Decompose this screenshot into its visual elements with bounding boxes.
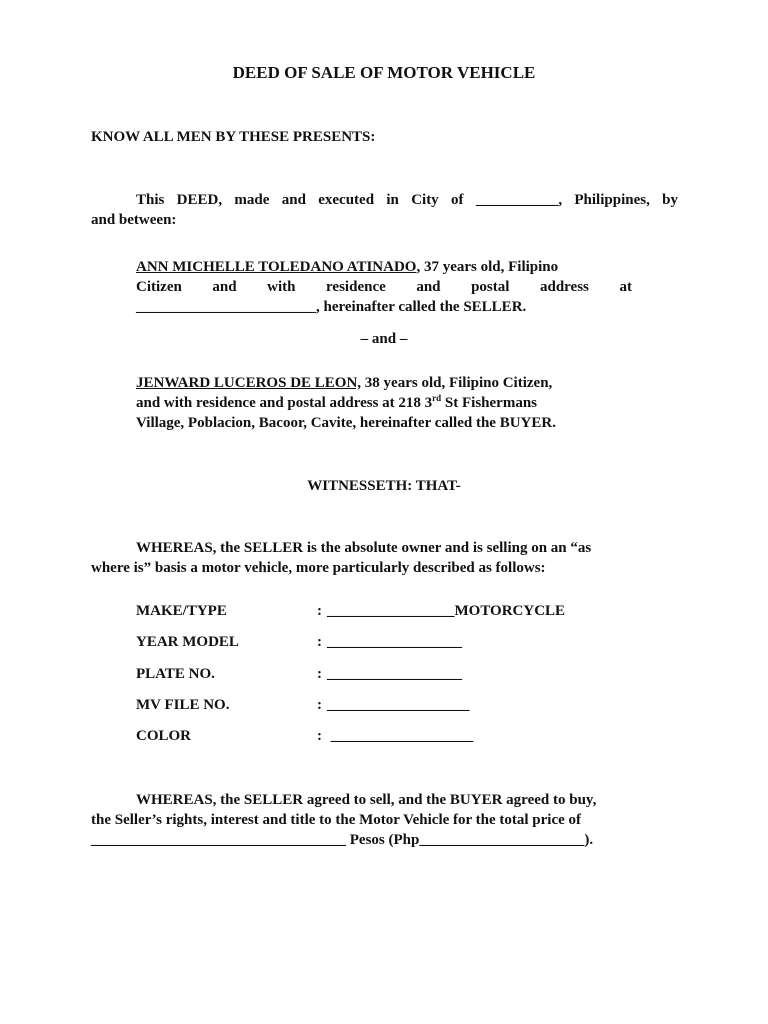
field-colon: : bbox=[317, 603, 322, 619]
deed-word: in bbox=[386, 192, 399, 208]
seller-line-1-rest: , 37 years old, Filipino bbox=[416, 259, 559, 275]
field-value: ___________________ bbox=[327, 728, 474, 744]
seller-line-1 bbox=[136, 257, 558, 277]
buyer-name: JENWARD LUCEROS DE LEON, bbox=[136, 375, 362, 391]
whereas1-line-2: where is” basis a motor vehicle, more particularly described as follows: bbox=[91, 560, 546, 576]
deed-word: by bbox=[662, 192, 678, 208]
field-label: MV FILE NO. bbox=[136, 697, 230, 713]
deed-line-2: and between: bbox=[91, 212, 177, 228]
whereas1-line-1: WHEREAS, the SELLER is the absolute owner and is selling on an “as bbox=[136, 540, 592, 556]
seller-word: at bbox=[619, 279, 632, 295]
field-value: _________________MOTORCYCLE bbox=[327, 603, 566, 619]
buyer-line-2 bbox=[136, 393, 537, 413]
field-value: ___________________ bbox=[327, 697, 470, 713]
deed-word: made bbox=[234, 192, 270, 208]
vehicle-field-mv-file-no bbox=[0, 695, 768, 715]
deed-word: Philippines, bbox=[574, 192, 650, 208]
witnesseth-heading: WITNESSETH: THAT- bbox=[307, 478, 461, 494]
vehicle-field-color bbox=[0, 726, 768, 746]
deed-word: DEED, bbox=[176, 192, 223, 208]
and-separator: – and – bbox=[360, 331, 408, 347]
buyer-line-1 bbox=[136, 373, 552, 393]
deed-word: executed bbox=[318, 192, 375, 208]
seller-line-3: ________________________, hereinafter called the SELLER. bbox=[136, 299, 527, 315]
document-title: DEED OF SALE OF MOTOR VEHICLE bbox=[232, 63, 536, 82]
ordinal-suffix: rd bbox=[432, 393, 442, 403]
field-label: COLOR bbox=[136, 728, 192, 744]
seller-word: address bbox=[539, 279, 589, 295]
deed-word: This bbox=[136, 192, 165, 208]
intro-heading: KNOW ALL MEN BY THESE PRESENTS: bbox=[91, 129, 376, 145]
seller-word: postal bbox=[471, 279, 510, 295]
whereas2-line-3: __________________________________ Pesos (Php______________________). bbox=[91, 832, 594, 848]
vehicle-field-make-type bbox=[0, 601, 768, 621]
seller-word: residence bbox=[326, 279, 386, 295]
vehicle-field-year-model bbox=[0, 632, 768, 652]
deed-line-1 bbox=[136, 190, 678, 210]
field-colon: : bbox=[317, 697, 322, 713]
buyer-line-1-rest: 38 years old, Filipino Citizen, bbox=[361, 375, 553, 391]
seller-word: with bbox=[267, 279, 296, 295]
deed-word: of bbox=[451, 192, 464, 208]
vehicle-field-plate-no bbox=[0, 664, 768, 684]
seller-word: and bbox=[212, 279, 237, 295]
seller-word: and bbox=[416, 279, 441, 295]
buyer-address-text-cont: St Fishermans bbox=[441, 395, 537, 411]
seller-word: Citizen bbox=[136, 279, 182, 295]
field-label: MAKE/TYPE bbox=[136, 603, 227, 619]
whereas2-line-1: WHEREAS, the SELLER agreed to sell, and the BUYER agreed to buy, bbox=[136, 792, 597, 808]
seller-line-2 bbox=[136, 277, 632, 297]
field-colon: : bbox=[317, 634, 322, 650]
field-label: PLATE NO. bbox=[136, 666, 215, 682]
buyer-address-text: and with residence and postal address at 218 3 bbox=[136, 395, 433, 411]
deed-word: and bbox=[281, 192, 306, 208]
field-colon: : bbox=[317, 666, 322, 682]
field-value: __________________ bbox=[327, 666, 462, 682]
seller-name: ANN MICHELLE TOLEDANO ATINADO bbox=[136, 259, 417, 275]
field-value: __________________ bbox=[327, 634, 462, 650]
deed-word: City bbox=[411, 192, 439, 208]
city-blank: ___________, bbox=[475, 192, 563, 208]
whereas2-line-2: the Seller’s rights, interest and title to the Motor Vehicle for the total price of bbox=[91, 812, 582, 828]
field-colon: : bbox=[317, 728, 322, 744]
buyer-line-3: Village, Poblacion, Bacoor, Cavite, hereinafter called the BUYER. bbox=[136, 415, 556, 431]
field-label: YEAR MODEL bbox=[136, 634, 239, 650]
